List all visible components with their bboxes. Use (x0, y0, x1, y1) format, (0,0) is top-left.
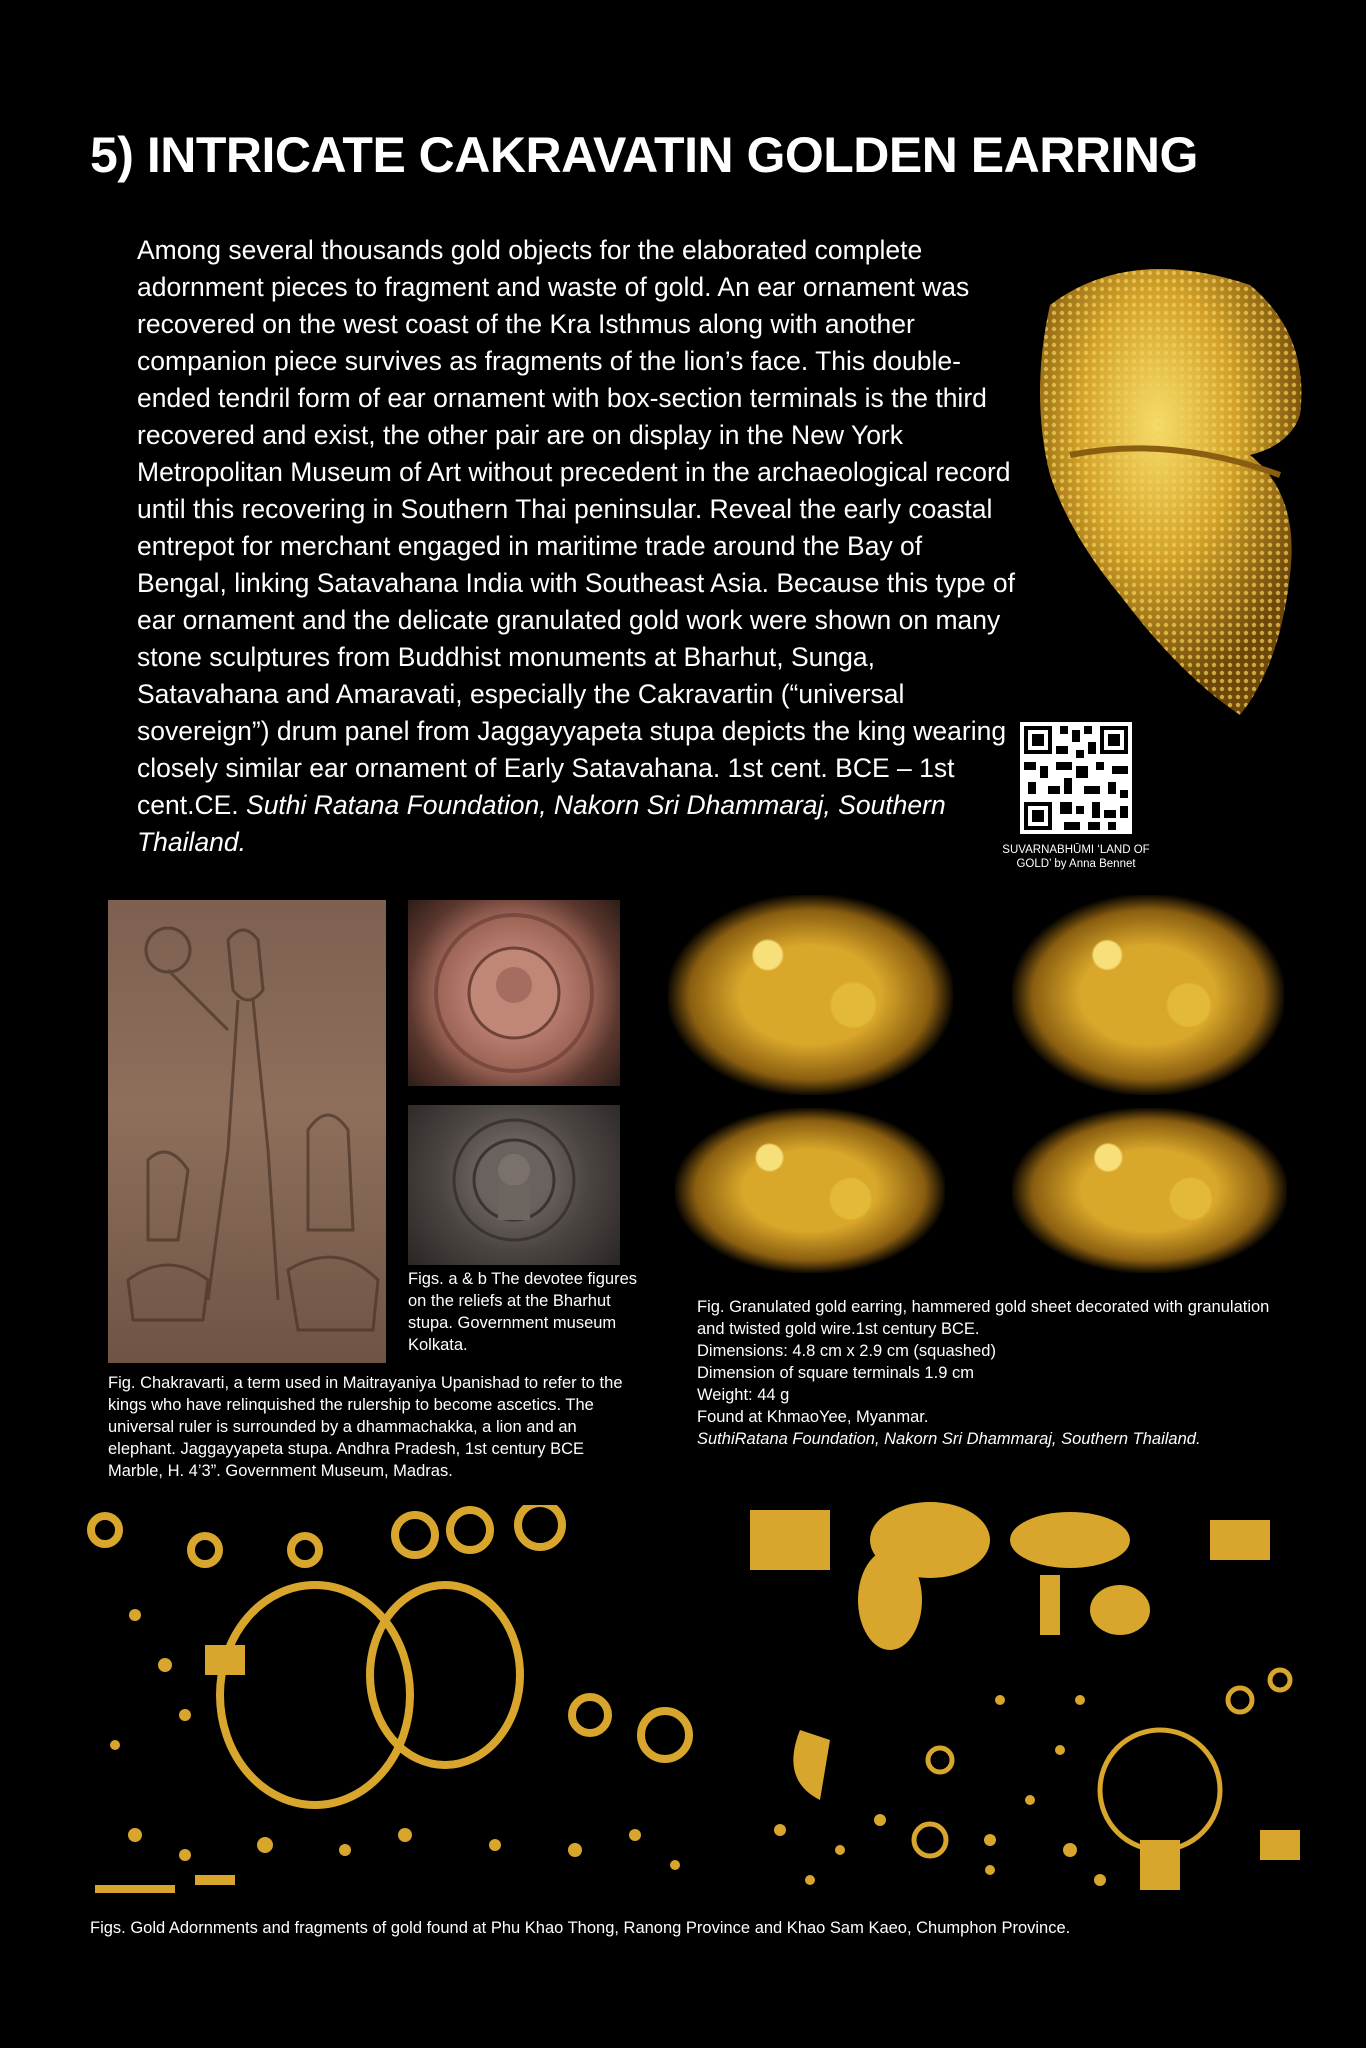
earring-view-4-photo (1012, 1108, 1287, 1273)
intro-credit: Suthi Ratana Foundation, Nakorn Sri Dhammaraj, Southern Thailand. (137, 790, 946, 857)
phu-khao-thong-adornments-photo (75, 1505, 715, 1905)
intro-paragraph (137, 232, 1017, 861)
earring-caption-line: Fig. Granulated gold earring, hammered gold sheet decorated with granulation and twisted gold wire.1st century BCE. (697, 1298, 1270, 1338)
earring-view-1-photo (668, 895, 953, 1095)
earring-main-photo (1010, 245, 1310, 730)
earring-caption-line: Dimensions: 4.8 cm x 2.9 cm (squashed) (697, 1342, 996, 1360)
chakravarti-caption: Fig. Chakravarti, a term used in Maitrayaniya Upanishad to refer to the kings who have relinquished the rulership to become ascetics. The universal ruler is surrounded by a dhammachakka, a lion and an elephant. Jaggayyapeta stupa. Andhra Pradesh, 1st century BCE Marble, H. 4’3”. Government Museum, Madras. (108, 1374, 623, 1480)
earring-caption-line: Found at KhmaoYee, Myanmar. (697, 1408, 929, 1426)
earring-caption-line: Dimension of square terminals 1.9 cm (697, 1364, 974, 1382)
qr-caption: SUVARNABHŪMI ‘LAND OF GOLD’ by Anna Bennet (1002, 844, 1150, 870)
earring-caption-line: Weight: 44 g (697, 1386, 790, 1404)
chakravarti-relief-photo (108, 900, 386, 1363)
adornments-caption: Figs. Gold Adornments and fragments of gold found at Phu Khao Thong, Ranong Province and Khao Sam Kaeo, Chumphon Province. (90, 1919, 1071, 1937)
earring-caption-credit: SuthiRatana Foundation, Nakorn Sri Dhammaraj, Southern Thailand. (697, 1430, 1201, 1448)
bharhut-medallion-b-photo (408, 1105, 620, 1265)
earring-caption (697, 1296, 1283, 1450)
earring-view-3-photo (675, 1108, 945, 1273)
bharhut-medallion-a-photo (408, 900, 620, 1086)
intro-body: Among several thousands gold objects for the elaborated complete adornment pieces to fragment and waste of gold. An ear ornament was recovered on the west coast of the Kra Isthmus along with another companion piece survives as fragments of the lion’s face. This double-ended tendril form of ear ornament with box-section terminals is the third recovered and exist, the other pair are on display in the New York Metropolitan Museum of Art without precedent in the archaeological record until this recovering in Southern Thai peninsular. Reveal the early coastal entrepot for merchant engaged in maritime trade around the Bay of Bengal, linking Satavahana India with Southeast Asia. Because this type of ear ornament and the delicate granulated gold work were shown on many stone sculptures from Buddhist monuments at Bharhut, Sunga, Satavahana and Amaravati, especially the Cakravartin (“universal sovereign”) drum panel from Jaggayyapeta stupa depicts the king wearing closely similar ear ornament of Early Satavahana. 1st cent. BCE – 1st cent.CE. (137, 235, 1016, 820)
devotee-caption: Figs. a & b The devotee figures on the reliefs at the Bharhut stupa. Government museum Kolkata. (408, 1270, 637, 1354)
page-title: 5) INTRICATE CAKRAVATIN GOLDEN EARRING (90, 127, 1198, 183)
qr-code[interactable] (1020, 722, 1132, 834)
khao-sam-kaeo-adornments-photo (740, 1500, 1310, 1905)
earring-view-2-photo (1012, 895, 1284, 1095)
